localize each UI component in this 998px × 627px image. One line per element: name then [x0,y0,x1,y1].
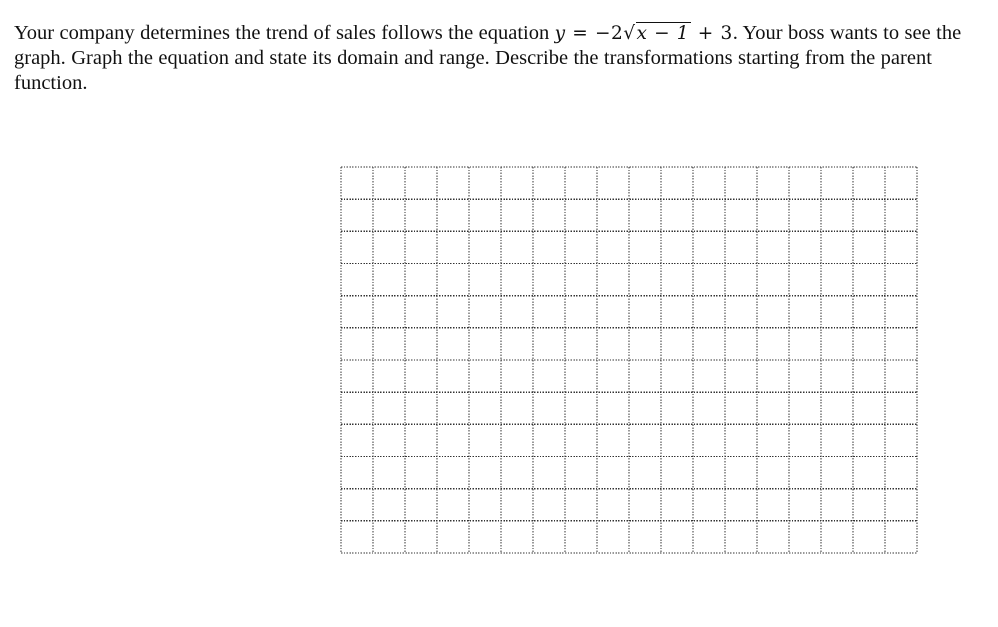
equation-y: y [554,23,566,44]
equation [555,22,733,44]
graph-area[interactable] [339,165,919,560]
equation-tail: + 3 [691,23,733,44]
blank-graph-grid[interactable] [339,165,919,555]
problem-text-before: Your company determines the trend of sales follows the equation [14,22,555,44]
equation-radicand: x − 1 [636,23,690,44]
equation-equals: = −2√ [565,23,636,44]
problem-text-after: . Your boss wants to see the graph. Graph the equation and state its domain and range. Describe the transformations starting from the parent function. [14,22,962,94]
problem-statement [14,21,974,96]
